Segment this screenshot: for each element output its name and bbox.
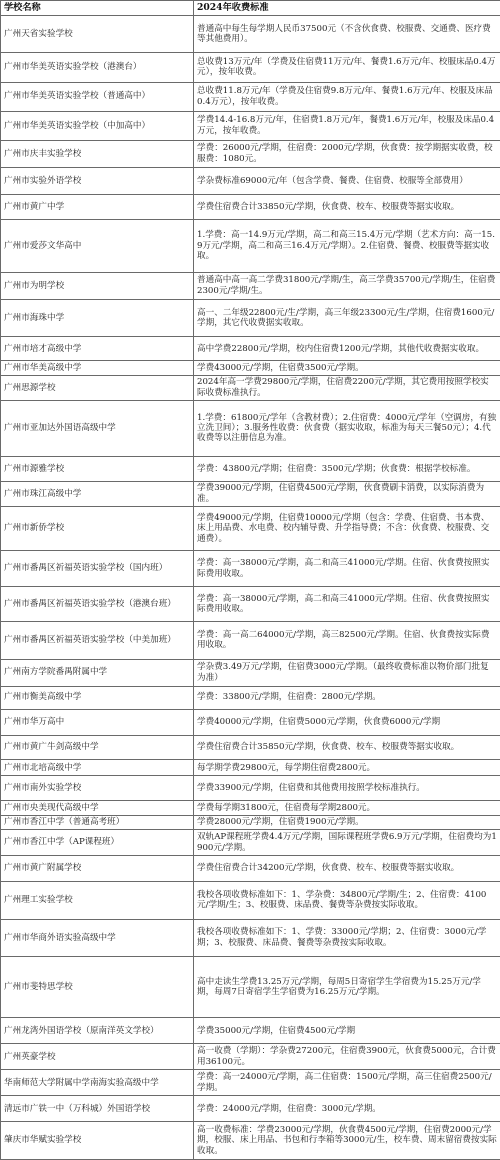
fee-standard-cell: 学费：43800元/学期；住宿费：3500元/学期；伙食费：根据学校标准。: [194, 456, 500, 481]
table-row: [1, 815, 500, 830]
school-name-cell: 广州市实验外语学校: [1, 167, 194, 194]
table-row: [1, 686, 500, 709]
school-name-cell: 广州市南外实验学校: [1, 776, 194, 801]
school-name-cell: 清远市广铁一中（万科城）外国语学校: [1, 1096, 194, 1122]
school-name-cell: 广州市央美现代高级中学: [1, 801, 194, 816]
table-row: [1, 776, 500, 801]
fee-standard-cell: 学费：26000元/学期，住宿费：2000元/学期，伙食费：按学期据实收费，校服费：1080元。: [194, 140, 500, 167]
school-name-cell: 广州市黄广牛剑高级中学: [1, 735, 194, 760]
school-name-cell: 广州市为明学校: [1, 272, 194, 299]
fee-standard-cell: 高一收费标准：学费23000元/学期，伙食费4500元/学期，住宿费2000元/学期，校服、床上用品、书包和行李箱等3000元/生，校车费、周末留宿费按实际收取。: [194, 1122, 500, 1160]
school-name-cell: 广州市亚加达外国语高级中学: [1, 400, 194, 456]
school-name-cell: 华南师范大学附属中学南海实验高级中学: [1, 1070, 194, 1096]
school-name-cell: 广州市北培高级中学: [1, 760, 194, 776]
table-row: [1, 481, 500, 506]
fee-standard-cell: 我校各项收费标准如下：1、学杂费：34800元/学期/生；2、住宿费：4100元/学期/生；3、校服费、床品费、餐费等杂费按实际收取。: [194, 882, 500, 919]
school-name-cell: 广州英豪学校: [1, 1044, 194, 1070]
fee-standard-cell: 我校各项收费标准如下：1、学费：33000元/学期；2、住宿费：3000元/学期；3、校服费、床品费、餐费等杂费按实际收取。: [194, 919, 500, 956]
table-row: [1, 709, 500, 735]
school-name-cell: 广州市衡美高级中学: [1, 686, 194, 709]
table-row: [1, 53, 500, 82]
table-row: [1, 659, 500, 686]
school-name-cell: 广州市珠江高级中学: [1, 481, 194, 506]
fee-standard-cell: 学费：高一高二64000元/学期，高三82500元/学期。住宿、伙食费按实际费用收取。: [194, 622, 500, 659]
table-row: [1, 400, 500, 456]
table-row: [1, 82, 500, 111]
school-name-cell: 广州市华商外语实验高级中学: [1, 919, 194, 956]
table-row: [1, 551, 500, 586]
fee-standard-cell: 学杂费3.49万元/学期，住宿费3000元/学期。（最终收费标准以物价部门批复为准）: [194, 659, 500, 686]
table-row: [1, 219, 500, 272]
school-name-cell: 广州市香江中学（普通高考班）: [1, 815, 194, 830]
fee-standard-cell: 学费35000元/学期，住宿费4500元/学期: [194, 1018, 500, 1044]
school-name-cell: 广州市番禺区祈福英语实验学校（中美加班）: [1, 622, 194, 659]
school-name-cell: 广州龙湾外国语学校（原南洋英文学校）: [1, 1018, 194, 1044]
table-row: [1, 140, 500, 167]
table-row: [1, 272, 500, 299]
header-row: [1, 1, 500, 16]
school-name-cell: 广州市番禺区祈福英语实验学校（国内班）: [1, 551, 194, 586]
header-fee-standard: 2024年收费标准: [194, 1, 500, 16]
school-name-cell: 广州市黄广中学: [1, 194, 194, 219]
school-name-cell: 广州理工实验学校: [1, 882, 194, 919]
fee-standard-cell: 高一收费（学期）：学杂费27200元，住宿费3900元，伙食费5000元，合计费用36100元。: [194, 1044, 500, 1070]
fee-standard-cell: 总收费11.8万元/年（学费及住宿费9.8万元/年、餐费1.6万元/年、校服及床品0.4万元），按年收费。: [194, 82, 500, 111]
school-name-cell: 广州市华美高级中学: [1, 361, 194, 376]
fee-standard-cell: 学费：33800元/学期，住宿费：2800元/学期。: [194, 686, 500, 709]
fee-standard-cell: 学费28000元/学期，住宿费1900元/学期。: [194, 815, 500, 830]
fee-standard-cell: 普通高中每生每学期人民币37500元（不含伙食费、校服费、交通费、医疗费等其他费用）。: [194, 16, 500, 53]
table-row: [1, 830, 500, 856]
fee-standard-cell: 学杂费标准69000元/年（包含学费、餐费、住宿费、校服等全部费用）: [194, 167, 500, 194]
fee-standard-cell: 学费40000元/学期，住宿费5000元/学期，伙食费6000元/学期: [194, 709, 500, 735]
table-row: [1, 586, 500, 621]
fee-standard-cell: 学费住宿费合计33850元/学期，伙食费、校车、校服费等据实收取。: [194, 194, 500, 219]
school-name-cell: 肇庆市华赋实验学校: [1, 1122, 194, 1160]
table-row: [1, 1044, 500, 1070]
school-name-cell: 广州市爱莎文华高中: [1, 219, 194, 272]
table-row: [1, 957, 500, 1018]
table-row: [1, 1070, 500, 1096]
table-row: [1, 16, 500, 53]
fee-standard-cell: 学费33900元/学期，住宿费和其他费用按照学校标准执行。: [194, 776, 500, 801]
fee-standard-cell: 学费：高一24000元/学期，高二住宿费：1500元/学期，高三住宿费2500元/学期。: [194, 1070, 500, 1096]
school-name-cell: 广州市源雅学校: [1, 456, 194, 481]
table-row: [1, 506, 500, 551]
table-row: [1, 882, 500, 919]
school-name-cell: 广州南方学院番禺附属中学: [1, 659, 194, 686]
fee-standard-cell: 学费：24000元/学期，住宿费：3000元/学期。: [194, 1096, 500, 1122]
fee-standard-cell: 学费：高一38000元/学期，高二和高三41000元/学期。住宿、伙食费按照实际费用收取。: [194, 586, 500, 621]
table-row: [1, 622, 500, 659]
school-name-cell: 广州天省实验学校: [1, 16, 194, 53]
school-name-cell: 广州市番禺区祈福英语实验学校（港澳台班）: [1, 586, 194, 621]
school-name-cell: 广州市新侨学校: [1, 506, 194, 551]
table-row: [1, 375, 500, 400]
fee-standard-cell: 学费43000元/学期，住宿费3500元/学期。: [194, 361, 500, 376]
school-name-cell: 广州市华美英语实验学校（中加高中）: [1, 111, 194, 140]
school-name-cell: 广州市培才高级中学: [1, 337, 194, 361]
school-name-cell: 广州市黄广附属学校: [1, 856, 194, 882]
table-row: [1, 760, 500, 776]
table-row: [1, 299, 500, 336]
fee-standard-cell: 普通高中高一高二学费31800元/学期/生，高三学费35700元/学期/生，住宿费2300元/学期/生。: [194, 272, 500, 299]
table-row: [1, 194, 500, 219]
table-body: [1, 16, 500, 1160]
table-row: [1, 111, 500, 140]
table-row: [1, 801, 500, 816]
table-row: [1, 1122, 500, 1160]
school-name-cell: 广州市海珠中学: [1, 299, 194, 336]
fee-standard-cell: 学费：高一38000元/学期，高二和高三41000元/学期。住宿、伙食费按照实际费用收取。: [194, 551, 500, 586]
school-name-cell: 广州市华美英语实验学校（普通高中）: [1, 82, 194, 111]
table-row: [1, 456, 500, 481]
fee-standard-cell: 学费每学期31800元，住宿费每学期2800元。: [194, 801, 500, 816]
fee-standard-cell: 每学期学费29800元，每学期住宿费2800元。: [194, 760, 500, 776]
fee-standard-cell: 学费39000元/学期，住宿费4500元/学期，伙食费刷卡消费，以实际消费为准。: [194, 481, 500, 506]
table-row: [1, 167, 500, 194]
fee-standard-cell: 高中学费22800元/学期，校内住宿费1200元/学期，其他代收费据实收取。: [194, 337, 500, 361]
school-name-cell: 广州市华美英语实验学校（港澳台）: [1, 53, 194, 82]
fee-standard-cell: 总收费13万元/年（学费及住宿费11万元/年、餐费1.6万元/年、校服床品0.4万元），按年收费。: [194, 53, 500, 82]
fee-standard-cell: 高中走读生学费13.25万元/学期，每周5日寄宿学生学宿费为15.25万元/学期，每周7日寄宿学生学宿费为16.25万元/学期。: [194, 957, 500, 1018]
table-row: [1, 361, 500, 376]
table-row: [1, 735, 500, 760]
school-name-cell: 广州市庆丰实验学校: [1, 140, 194, 167]
header-school-name: 学校名称: [1, 1, 194, 16]
fee-standard-cell: 1.学费：高一14.9万元/学期，高二和高三15.4万元/学期（艺术方向：高一15.9万元/学期，高二和高三16.4万元/学期）。2.住宿费、餐费、校服费等据实收取。: [194, 219, 500, 272]
table-row: [1, 1018, 500, 1044]
school-name-cell: 广州思源学校: [1, 375, 194, 400]
table-row: [1, 337, 500, 361]
fee-standard-cell: 1.学费：61800元/学年（含教材费）；2.住宿费：4000元/学年（空调房，有独立洗卫间）；3.服务性收费：伙食费（据实收取，标准为每天三餐50元）；4.代收费等以注册信息为准。: [194, 400, 500, 456]
table-row: [1, 1096, 500, 1122]
fee-standard-cell: 学费住宿费合计34200元/学期，伙食费、校车、校服费等据实收取。: [194, 856, 500, 882]
fee-standard-cell: 学费住宿费合计35850元/学期，伙食费、校车、校服费等据实收取。: [194, 735, 500, 760]
fee-standard-cell: 学费49000元/学期，住宿费10000元/学期（包含：学费、住宿费、书本费、床上用品费、水电费、校内辅导费、升学指导费；不含：伙食费、校服费、交通费）。: [194, 506, 500, 551]
table-row: [1, 919, 500, 956]
fee-standard-cell: 高一、二年级22800元/生/学期，高三年级23300元/生/学期，住宿费1600元/学期，其它代收费据实收取。: [194, 299, 500, 336]
school-name-cell: 广州市斐特思学校: [1, 957, 194, 1018]
fee-standard-cell: 学费14.4-16.8万元/年，住宿费1.8万元/年，餐费1.6万元/年，校服及床品0.4万元，按年收费。: [194, 111, 500, 140]
school-name-cell: 广州市华万高中: [1, 709, 194, 735]
fee-standard-cell: 2024年高一学费29800元/学期，住宿费2200元/学期，其它费用按照学校实际收费标准执行。: [194, 375, 500, 400]
school-name-cell: 广州市香江中学（AP课程班）: [1, 830, 194, 856]
table-row: [1, 856, 500, 882]
fee-standard-cell: 双轨AP课程班学费4.4万元/学期，国际课程班学费6.9万元/学期，住宿费均为1900元/学期。: [194, 830, 500, 856]
